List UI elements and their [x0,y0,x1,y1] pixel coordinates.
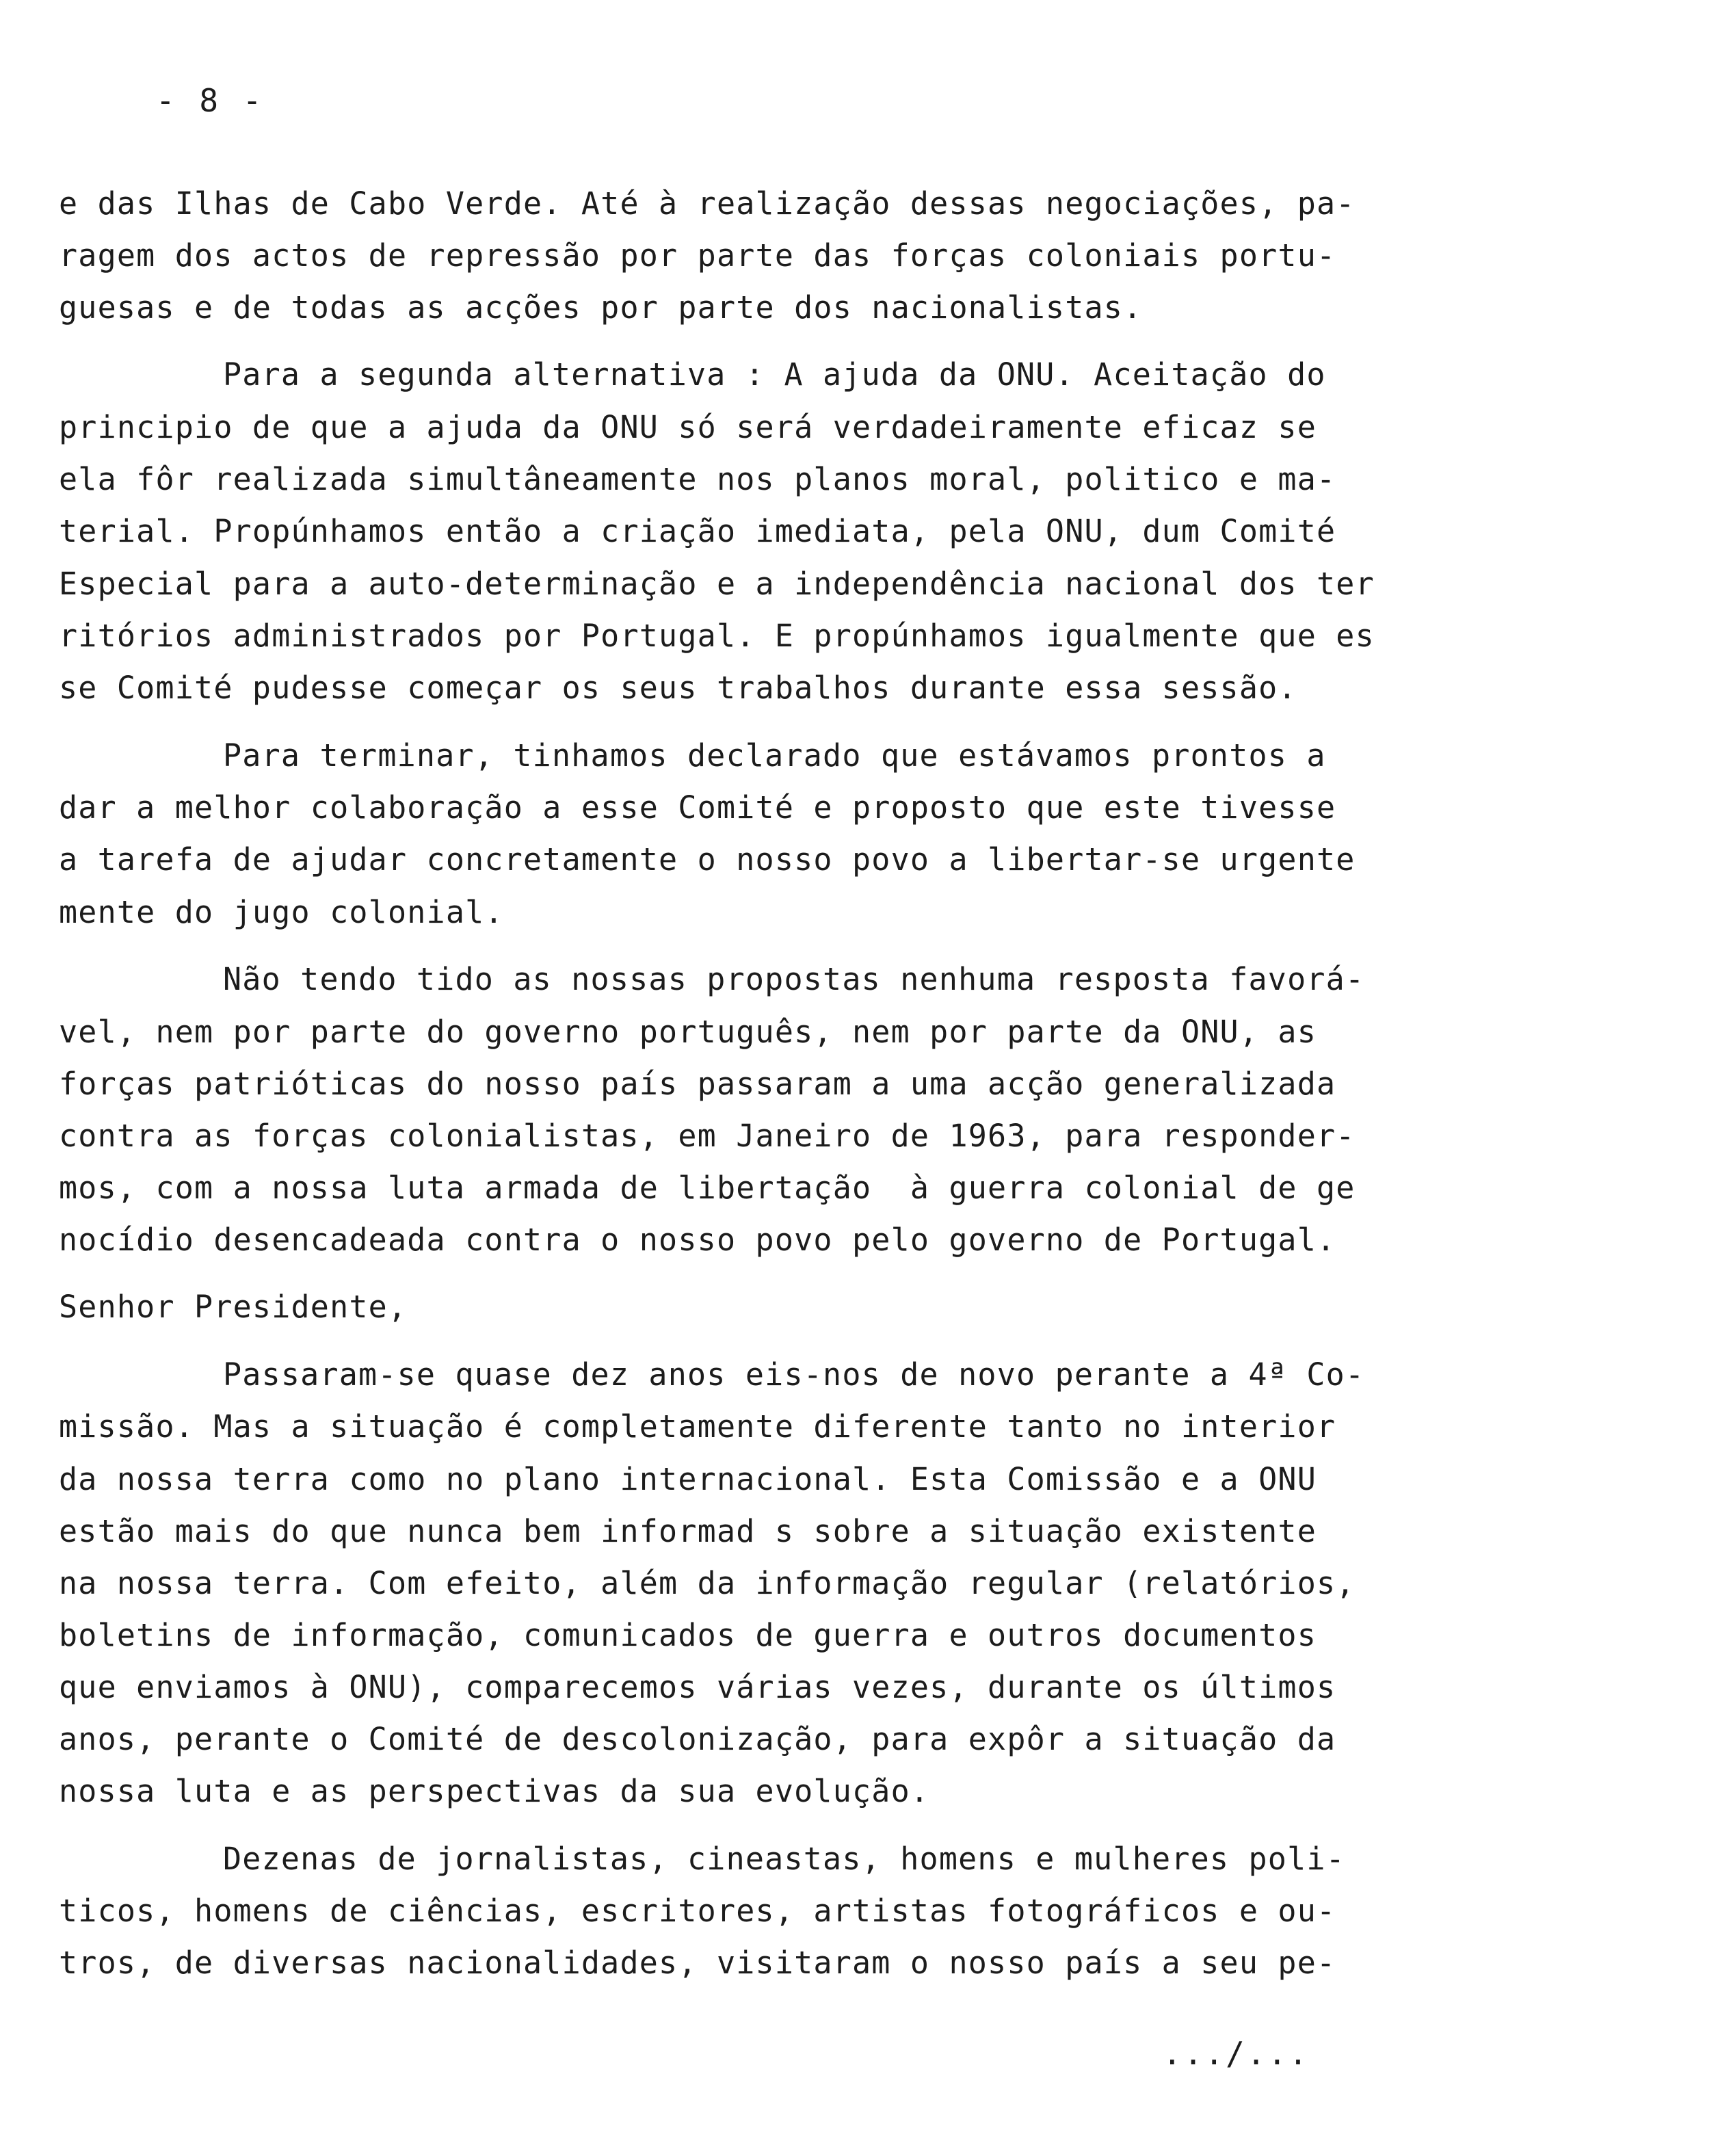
paragraph-4-line-6: nocídio desencadeada contra o nosso povo pelo governo de Portugal. [59,1222,1336,1258]
paragraph-7-line-3: tros, de diversas nacionalidades, visitaram o nosso país a seu pe- [59,1945,1336,1981]
paragraph-7-line-2: ticos, homens de ciências, escritores, artistas fotográficos e ou- [59,1893,1336,1929]
salutation: Senhor Presidente, [59,1289,408,1325]
paragraph-2-line-6: ritórios administrados por Portugal. E propúnhamos igualmente que es [59,618,1375,654]
paragraph-3-line-2: dar a melhor colaboração a esse Comité e proposto que este tivesse [59,789,1336,826]
paragraph-6-line-3: da nossa terra como no plano internacional. Esta Comissão e a ONU [59,1461,1317,1497]
paragraph-4-line-3: forças patrióticas do nosso país passaram a uma acção generalizada [59,1066,1336,1102]
paragraph-6-line-9: nossa luta e as perspectivas da sua evolução. [59,1773,930,1809]
paragraph-6-line-5: na nossa terra. Com efeito, além da informação regular (relatórios, [59,1565,1356,1601]
paragraph-2-line-1: Para a segunda alternativa : A ajuda da ONU. Aceitação do [223,356,1326,393]
paragraph-6-line-1: Passaram-se quase dez anos eis-nos de novo perante a 4ª Co- [223,1356,1365,1393]
paragraph-4-line-5: mos, com a nossa luta armada de libertação à guerra colonial de ge [59,1170,1356,1206]
paragraph-6-line-6: boletins de informação, comunicados de guerra e outros documentos [59,1617,1317,1653]
paragraph-3-line-1: Para terminar, tinhamos declarado que estávamos prontos a [223,737,1326,774]
paragraph-2-line-5: Especial para a auto-determinação e a independência nacional dos ter [59,566,1375,602]
paragraph-6-line-2: missão. Mas a situação é completamente diferente tanto no interior [59,1408,1336,1445]
paragraph-1-line-1: e das Ilhas de Cabo Verde. Até à realização dessas negociações, pa- [59,185,1356,222]
paragraph-1-line-3: guesas e de todas as acções por parte dos nacionalistas. [59,289,1143,326]
paragraph-2-line-2: principio de que a ajuda da ONU só será verdadeiramente eficaz se [59,409,1317,445]
paragraph-6-line-8: anos, perante o Comité de descolonização, para expôr a situação da [59,1721,1336,1757]
paragraph-4-line-4: contra as forças colonialistas, em Janeiro de 1963, para responder- [59,1118,1356,1154]
continuation-marker: .../... [1163,2035,1310,2072]
paragraph-3-line-3: a tarefa de ajudar concretamente o nosso povo a libertar-se urgente [59,841,1356,878]
paragraph-3-line-4: mente do jugo colonial. [59,894,504,930]
page-number: - 8 - [156,82,265,119]
paragraph-4-line-2: vel, nem por parte do governo português, nem por parte da ONU, as [59,1014,1317,1050]
paragraph-2-line-3: ela fôr realizada simultâneamente nos planos moral, politico e ma- [59,461,1336,497]
paragraph-6-line-4: estão mais do que nunca bem informad s sobre a situação existente [59,1513,1317,1549]
paragraph-2-line-4: terial. Propúnhamos então a criação imediata, pela ONU, dum Comité [59,513,1336,549]
paragraph-1-line-2: ragem dos actos de repressão por parte das forças coloniais portu- [59,237,1336,274]
paragraph-7-line-1: Dezenas de jornalistas, cineastas, homens e mulheres poli- [223,1841,1345,1877]
paragraph-2-line-7: se Comité pudesse começar os seus trabalhos durante essa sessão. [59,670,1297,706]
paragraph-6-line-7: que enviamos à ONU), comparecemos várias vezes, durante os últimos [59,1669,1336,1705]
paragraph-4-line-1: Não tendo tido as nossas propostas nenhuma resposta favorá- [223,961,1365,997]
